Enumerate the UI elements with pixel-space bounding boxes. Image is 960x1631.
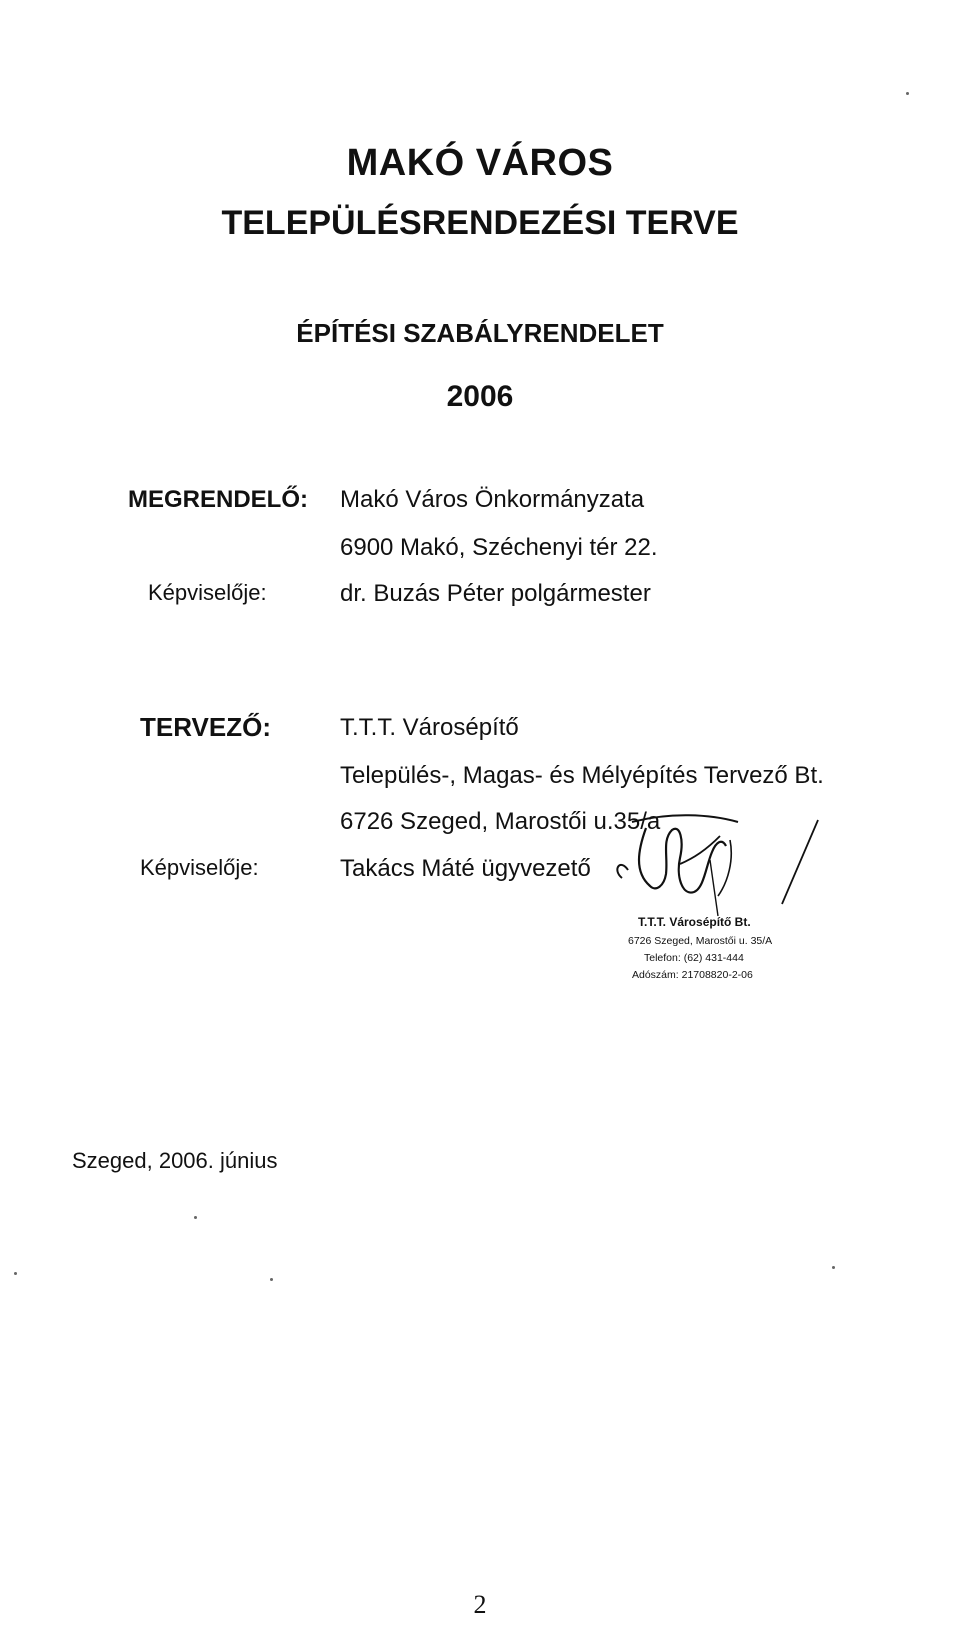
scan-speck [832,1266,835,1269]
scan-speck [270,1278,273,1281]
stamp-line-4: Adószám: 21708820-2-06 [632,969,753,981]
client-address: 6900 Makó, Széchenyi tér 22. [340,534,658,561]
scan-speck [906,92,909,95]
client-name: Makó Város Önkormányzata [340,486,645,513]
designer-company: Település-, Magas- és Mélyépítés Tervező Bt. [340,762,824,789]
client-label: MEGRENDELŐ: [128,486,308,513]
stamp-line-3: Telefon: (62) 431-444 [644,952,744,964]
designer-address: 6726 Szeged, Marostői u.35/a [340,808,661,835]
designer-name: T.T.T. Városépítő [340,714,519,741]
plan-title: TELEPÜLÉSRENDEZÉSI TERVE [221,204,739,242]
designer-rep-label: Képviselője: [140,855,259,880]
stamp-line-1: T.T.T. Városépítő Bt. [638,915,751,929]
designer-label: TERVEZŐ: [140,712,271,742]
client-rep-value: dr. Buzás Péter polgármester [340,580,651,607]
place-date: Szeged, 2006. június [72,1148,278,1173]
stamp-line-2: 6726 Szeged, Marostői u. 35/A [628,935,773,947]
page-number: 2 [473,1590,487,1619]
regulation-title: ÉPÍTÉSI SZABÁLYRENDELET [296,318,664,348]
designer-rep-value: Takács Máté ügyvezető [340,855,591,882]
client-rep-label: Képviselője: [148,580,267,605]
year-title: 2006 [446,380,514,413]
scan-speck [194,1216,197,1219]
scan-speck [14,1272,17,1275]
signature-stamp [610,800,860,1030]
city-title: MAKÓ VÁROS [346,142,614,184]
